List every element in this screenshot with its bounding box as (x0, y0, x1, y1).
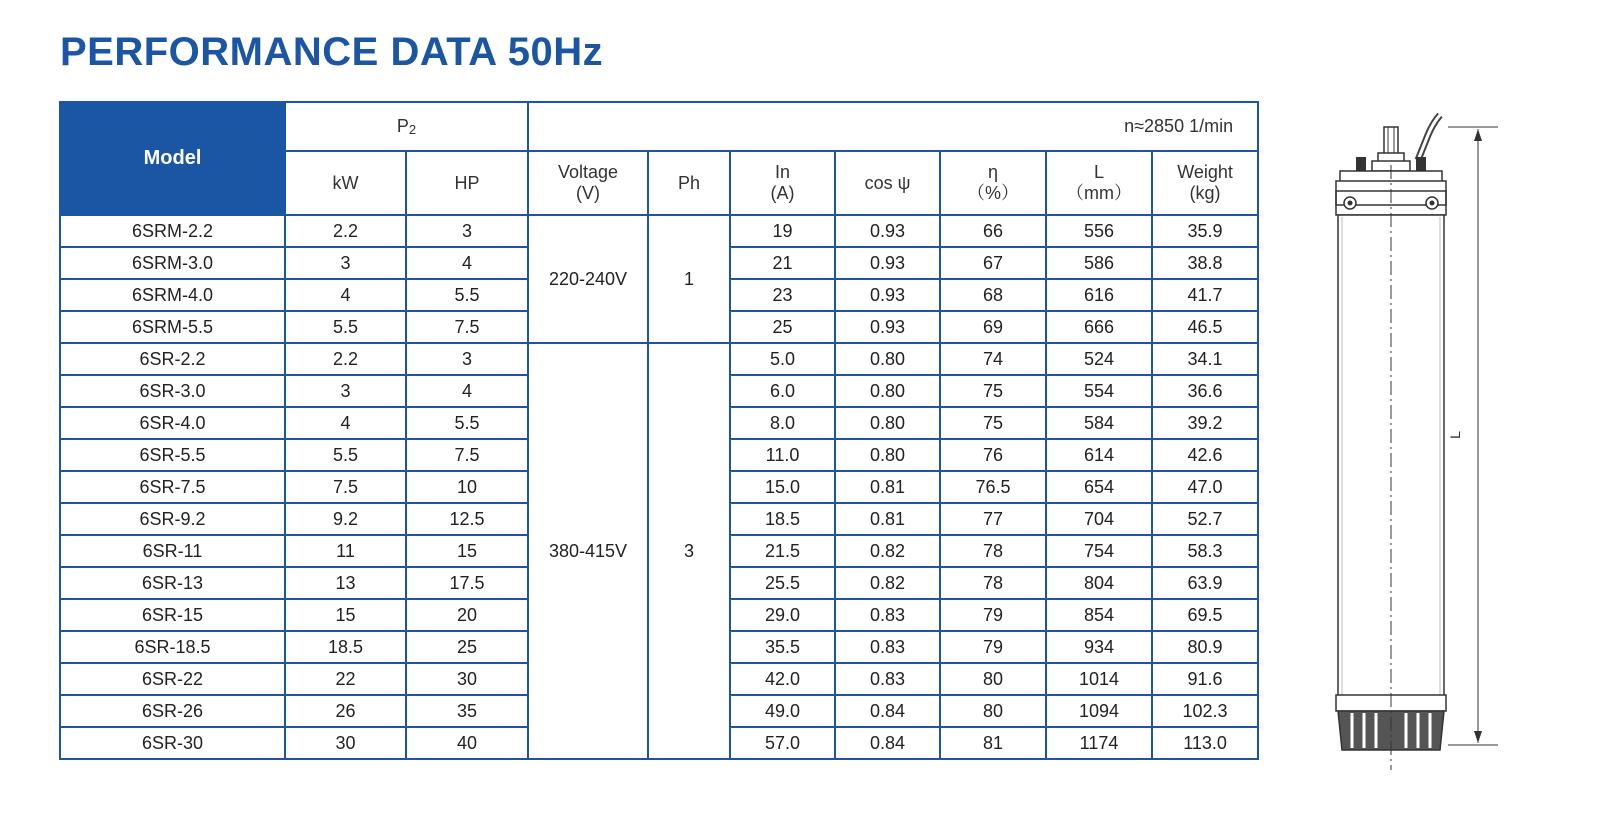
eta-cell: 75 (940, 375, 1046, 407)
weight-header (1152, 151, 1258, 215)
hp-cell: 15 (406, 535, 528, 567)
in-cell: 25 (730, 311, 835, 343)
kw-cell: 22 (285, 663, 406, 695)
cos-cell: 0.83 (835, 663, 940, 695)
in-cell: 19 (730, 215, 835, 247)
in-cell: 23 (730, 279, 835, 311)
l-cell: 854 (1046, 599, 1152, 631)
in-cell: 57.0 (730, 727, 835, 759)
cos-cell: 0.93 (835, 279, 940, 311)
kw-cell: 26 (285, 695, 406, 727)
weight-header-unit: (kg) (1189, 183, 1221, 203)
kw-cell: 5.5 (285, 439, 406, 471)
l-cell: 654 (1046, 471, 1152, 503)
p2-header (285, 102, 528, 151)
cos-cell: 0.83 (835, 631, 940, 663)
kw-cell: 15 (285, 599, 406, 631)
kw-cell: 5.5 (285, 311, 406, 343)
in-cell: 29.0 (730, 599, 835, 631)
kw-cell: 13 (285, 567, 406, 599)
l-cell: 1094 (1046, 695, 1152, 727)
kw-cell: 30 (285, 727, 406, 759)
kw-cell: 7.5 (285, 471, 406, 503)
model-cell: 6SR-7.5 (60, 471, 285, 503)
dimension-label-l: L (1447, 431, 1463, 439)
current-header (730, 151, 835, 215)
kw-cell: 4 (285, 279, 406, 311)
eta-cell: 66 (940, 215, 1046, 247)
l-cell: 616 (1046, 279, 1152, 311)
hp-cell: 40 (406, 727, 528, 759)
model-cell: 6SR-22 (60, 663, 285, 695)
in-cell: 11.0 (730, 439, 835, 471)
in-cell: 15.0 (730, 471, 835, 503)
weight-cell: 102.3 (1152, 695, 1258, 727)
phase-cell: 3 (648, 343, 730, 759)
model-cell: 6SRM-2.2 (60, 215, 285, 247)
cos-cell: 0.82 (835, 567, 940, 599)
kw-cell: 2.2 (285, 343, 406, 375)
eta-cell: 79 (940, 631, 1046, 663)
cos-cell: 0.84 (835, 727, 940, 759)
kw-cell: 4 (285, 407, 406, 439)
cos-cell: 0.93 (835, 247, 940, 279)
l-cell: 556 (1046, 215, 1152, 247)
cos-cell: 0.82 (835, 535, 940, 567)
hp-cell: 4 (406, 247, 528, 279)
model-cell: 6SR-18.5 (60, 631, 285, 663)
l-cell: 1174 (1046, 727, 1152, 759)
kw-cell: 3 (285, 375, 406, 407)
weight-cell: 91.6 (1152, 663, 1258, 695)
kw-cell: 9.2 (285, 503, 406, 535)
weight-header-label: Weight (1177, 162, 1233, 183)
weight-cell: 39.2 (1152, 407, 1258, 439)
hp-cell: 10 (406, 471, 528, 503)
model-cell: 6SR-3.0 (60, 375, 285, 407)
l-cell: 586 (1046, 247, 1152, 279)
cos-cell: 0.80 (835, 407, 940, 439)
hp-cell: 3 (406, 343, 528, 375)
hp-cell: 4 (406, 375, 528, 407)
model-cell: 6SRM-4.0 (60, 279, 285, 311)
eta-cell: 81 (940, 727, 1046, 759)
hp-cell: 7.5 (406, 439, 528, 471)
hp-cell: 7.5 (406, 311, 528, 343)
voltage-cell: 220-240V (528, 215, 648, 343)
ph-header: Ph (648, 151, 730, 215)
weight-cell: 47.0 (1152, 471, 1258, 503)
model-cell: 6SR-13 (60, 567, 285, 599)
weight-cell: 80.9 (1152, 631, 1258, 663)
length-header-label: L (1093, 162, 1104, 183)
in-cell: 6.0 (730, 375, 835, 407)
kw-cell: 11 (285, 535, 406, 567)
voltage-cell: 380-415V (528, 343, 648, 759)
hp-cell: 12.5 (406, 503, 528, 535)
eta-cell: 74 (940, 343, 1046, 375)
weight-cell: 58.3 (1152, 535, 1258, 567)
cos-cell: 0.81 (835, 503, 940, 535)
model-cell: 6SRM-3.0 (60, 247, 285, 279)
hp-cell: 5.5 (406, 279, 528, 311)
efficiency-header-label: η (987, 162, 998, 183)
eta-cell: 77 (940, 503, 1046, 535)
speed-header: n≈2850 1/min (528, 102, 1258, 151)
weight-cell: 42.6 (1152, 439, 1258, 471)
current-header-label: In (774, 162, 790, 183)
voltage-header-label: Voltage (557, 162, 619, 183)
hp-cell: 25 (406, 631, 528, 663)
kw-cell: 2.2 (285, 215, 406, 247)
model-cell: 6SR-9.2 (60, 503, 285, 535)
efficiency-header (940, 151, 1046, 215)
eta-cell: 78 (940, 535, 1046, 567)
hp-header: HP (406, 151, 528, 215)
model-cell: 6SR-2.2 (60, 343, 285, 375)
cos-cell: 0.84 (835, 695, 940, 727)
weight-cell: 69.5 (1152, 599, 1258, 631)
weight-cell: 41.7 (1152, 279, 1258, 311)
model-cell: 6SR-30 (60, 727, 285, 759)
in-cell: 5.0 (730, 343, 835, 375)
eta-cell: 75 (940, 407, 1046, 439)
l-cell: 1014 (1046, 663, 1152, 695)
model-cell: 6SR-11 (60, 535, 285, 567)
cos-cell: 0.80 (835, 375, 940, 407)
eta-cell: 69 (940, 311, 1046, 343)
p2-header-subscript: 2 (408, 121, 417, 137)
performance-table (59, 101, 1259, 760)
in-cell: 42.0 (730, 663, 835, 695)
l-cell: 554 (1046, 375, 1152, 407)
eta-cell: 68 (940, 279, 1046, 311)
in-cell: 25.5 (730, 567, 835, 599)
hp-cell: 30 (406, 663, 528, 695)
hp-cell: 20 (406, 599, 528, 631)
table-header (60, 102, 1258, 215)
table-body (60, 215, 1258, 759)
kw-cell: 3 (285, 247, 406, 279)
kw-cell: 18.5 (285, 631, 406, 663)
model-cell: 6SR-4.0 (60, 407, 285, 439)
model-header: Model (60, 102, 285, 215)
phase-cell: 1 (648, 215, 730, 343)
l-cell: 666 (1046, 311, 1152, 343)
voltage-header-unit: (V) (576, 183, 600, 203)
weight-cell: 52.7 (1152, 503, 1258, 535)
submersible-motor-drawing-icon (1300, 105, 1510, 785)
l-cell: 934 (1046, 631, 1152, 663)
current-header-unit: (A) (770, 183, 795, 203)
in-cell: 18.5 (730, 503, 835, 535)
eta-cell: 76.5 (940, 471, 1046, 503)
weight-cell: 46.5 (1152, 311, 1258, 343)
l-cell: 584 (1046, 407, 1152, 439)
eta-cell: 80 (940, 663, 1046, 695)
in-cell: 49.0 (730, 695, 835, 727)
eta-cell: 79 (940, 599, 1046, 631)
model-cell: 6SR-5.5 (60, 439, 285, 471)
model-cell: 6SR-26 (60, 695, 285, 727)
weight-cell: 63.9 (1152, 567, 1258, 599)
eta-cell: 78 (940, 567, 1046, 599)
weight-cell: 113.0 (1152, 727, 1258, 759)
length-header (1046, 151, 1152, 215)
eta-cell: 80 (940, 695, 1046, 727)
hp-cell: 3 (406, 215, 528, 247)
model-cell: 6SRM-5.5 (60, 311, 285, 343)
l-cell: 804 (1046, 567, 1152, 599)
hp-cell: 5.5 (406, 407, 528, 439)
weight-cell: 36.6 (1152, 375, 1258, 407)
cos-cell: 0.80 (835, 343, 940, 375)
cos-cell: 0.80 (835, 439, 940, 471)
eta-cell: 67 (940, 247, 1046, 279)
cos-cell: 0.83 (835, 599, 940, 631)
voltage-header (528, 151, 648, 215)
in-cell: 21.5 (730, 535, 835, 567)
in-cell: 35.5 (730, 631, 835, 663)
in-cell: 21 (730, 247, 835, 279)
cos-header: cos ψ (835, 151, 940, 215)
cos-cell: 0.93 (835, 215, 940, 247)
length-header-unit: （mm） (1066, 183, 1132, 203)
p2-header-label: P (396, 115, 409, 136)
cos-cell: 0.93 (835, 311, 940, 343)
efficiency-header-unit: （%） (966, 183, 1019, 203)
kw-header: kW (285, 151, 406, 215)
l-cell: 524 (1046, 343, 1152, 375)
hp-cell: 35 (406, 695, 528, 727)
l-cell: 754 (1046, 535, 1152, 567)
l-cell: 704 (1046, 503, 1152, 535)
hp-cell: 17.5 (406, 567, 528, 599)
table-row (60, 343, 1258, 375)
weight-cell: 38.8 (1152, 247, 1258, 279)
model-cell: 6SR-15 (60, 599, 285, 631)
l-cell: 614 (1046, 439, 1152, 471)
in-cell: 8.0 (730, 407, 835, 439)
eta-cell: 76 (940, 439, 1046, 471)
weight-cell: 34.1 (1152, 343, 1258, 375)
weight-cell: 35.9 (1152, 215, 1258, 247)
cos-cell: 0.81 (835, 471, 940, 503)
page-title: PERFORMANCE DATA 50Hz (60, 30, 604, 74)
table-row (60, 215, 1258, 247)
